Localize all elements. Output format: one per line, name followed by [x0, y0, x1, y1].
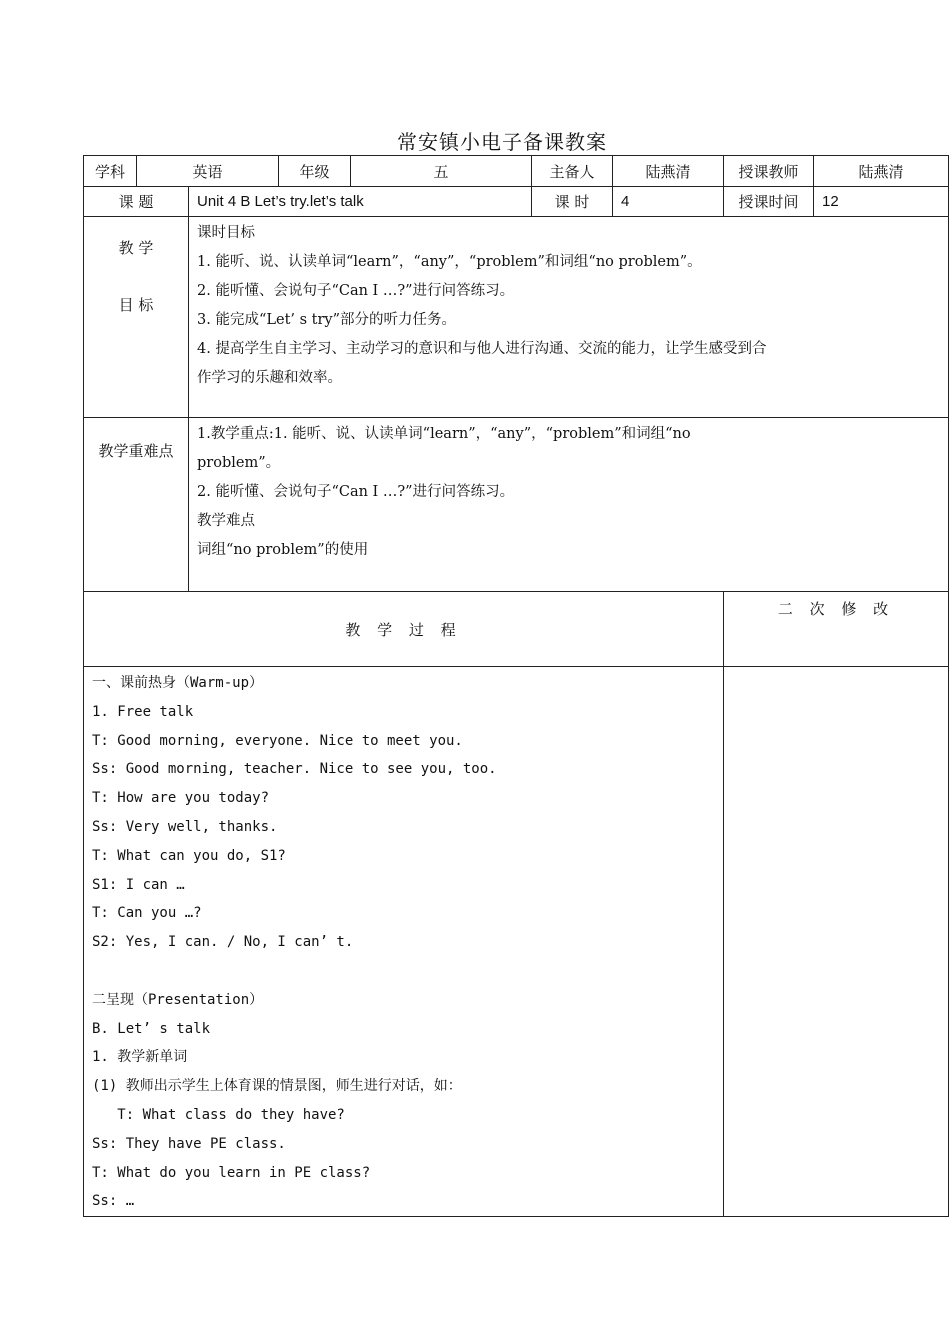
process-line: T: What can you do, S1?: [92, 847, 286, 864]
process-line: 二呈现（Presentation）: [92, 991, 264, 1008]
revision-content: [724, 667, 949, 1217]
topic-label: 课 题: [84, 187, 189, 217]
teacher-value: 陆燕清: [814, 156, 949, 187]
lead-label: 主备人: [532, 156, 613, 187]
goals-line: 2. 能听懂、会说句子“Can I …?”进行问答练习。: [197, 283, 515, 299]
period-label: 课 时: [532, 187, 613, 217]
process-line: (1) 教师出示学生上体育课的情景图，师生进行对话，如：: [92, 1078, 462, 1095]
lesson-plan-table: [83, 155, 949, 1217]
goals-line: 3. 能完成“Let’ s try”部分的听力任务。: [197, 312, 457, 328]
process-line: T: What class do they have?: [92, 1106, 345, 1123]
process-line: T: Good morning, everyone. Nice to meet you.: [92, 732, 463, 749]
revision-label: [724, 592, 949, 667]
process-line: Ss: Very well, thanks.: [92, 818, 278, 835]
goals-row: [84, 217, 949, 418]
process-line: S2: Yes, I can. / No, I can’ t.: [92, 934, 354, 951]
goals-content: [189, 217, 949, 418]
process-line: T: What do you learn in PE class?: [92, 1164, 371, 1181]
process-line: S1: I can …: [92, 876, 185, 893]
process-label: [84, 592, 724, 667]
process-line: Ss: Good morning, teacher. Nice to see you, too.: [92, 761, 497, 778]
process-line: Ss: …: [92, 1193, 135, 1210]
goals-line: 课时目标: [197, 225, 255, 241]
time-label: 授课时间: [724, 187, 814, 217]
key-points-line: problem”。: [197, 455, 281, 471]
key-points-line: 1.教学重点:1. 能听、说、认读单词“learn”，“any”，“problem”和词组“no: [197, 426, 691, 442]
process-header-row: [84, 592, 949, 667]
process-line: 1. Free talk: [92, 703, 194, 720]
grade-label: 年级: [279, 156, 351, 187]
process-line: [92, 957, 715, 986]
process-content: [84, 667, 724, 1217]
goals-line: 1. 能听、说、认读单词“learn”，“any”，“problem”和词组“no problem”。: [197, 254, 702, 270]
process-line: B. Let’ s talk: [92, 1020, 211, 1037]
goals-line: 4. 提高学生自主学习、主动学习的意识和与他人进行沟通、交流的能力，让学生感受到合: [197, 341, 767, 357]
process-line: 一、课前热身（Warm-up）: [92, 675, 264, 691]
grade-value: 五: [351, 156, 532, 187]
process-label-text: 教 学 过 程: [345, 620, 462, 639]
goals-label-top: 教 学: [118, 239, 154, 257]
goals-label-bottom: 目 标: [118, 296, 154, 314]
time-value: 12: [814, 187, 949, 217]
goals-line: 作学习的乐趣和效率。: [197, 370, 342, 386]
key-points-line: 教学难点: [197, 513, 255, 529]
header-row-2: [84, 187, 949, 217]
lead-value: 陆燕清: [613, 156, 724, 187]
process-content-row: [84, 667, 949, 1217]
period-value: 4: [613, 187, 724, 217]
goals-label: [84, 217, 189, 418]
process-line: Ss: They have PE class.: [92, 1135, 286, 1152]
key-points-content: [189, 418, 949, 592]
process-line: T: Can you …?: [92, 905, 202, 922]
key-points-line: 2. 能听懂、会说句子“Can I …?”进行问答练习。: [197, 484, 515, 500]
subject-value: 英语: [137, 156, 279, 187]
header-row-1: [84, 156, 949, 187]
key-points-line: 词组“no problem”的使用: [197, 542, 369, 558]
key-points-row: [84, 418, 949, 592]
teacher-label: 授课教师: [724, 156, 814, 187]
subject-label: 学科: [84, 156, 137, 187]
process-line: T: How are you today?: [92, 790, 270, 807]
key-points-label: 教学重难点: [84, 418, 189, 592]
page-title: 常安镇小电子备课教案: [397, 130, 607, 154]
topic-value: Unit 4 B Let’s try.let’s talk: [189, 187, 532, 217]
revision-label-text: 二 次 修 改: [777, 600, 895, 618]
process-line: 1. 教学新单词: [92, 1049, 188, 1066]
